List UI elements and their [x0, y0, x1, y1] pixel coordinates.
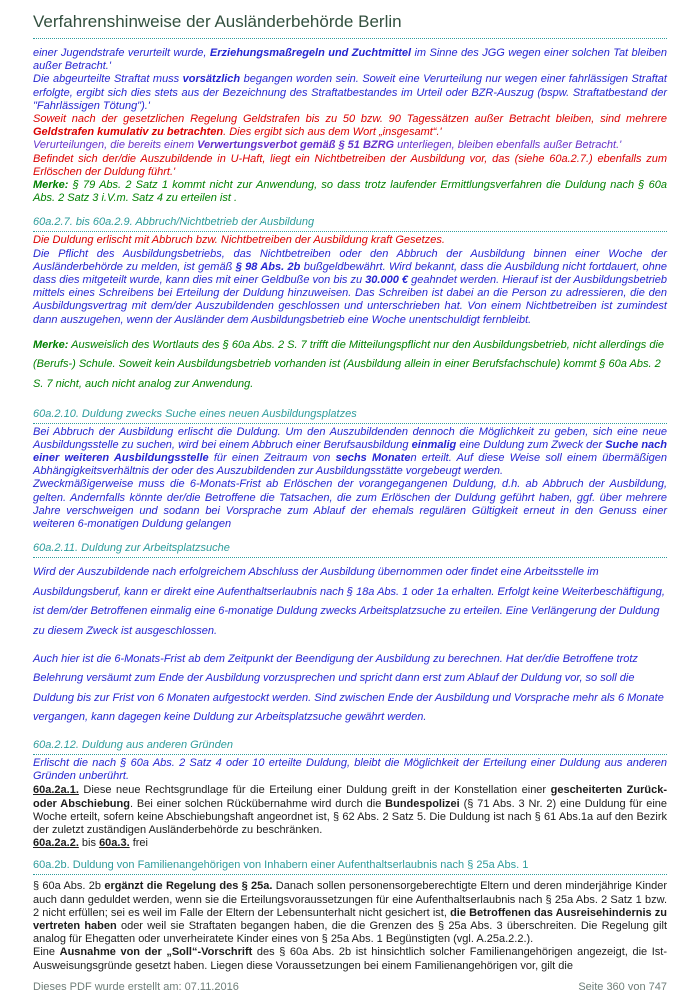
paragraph — [33, 650, 667, 728]
heading-separator — [33, 754, 667, 755]
text-run: Erlischt die nach § 60a Abs. 2 Satz 4 oder 10 erteilte Duldung, bleibt die Möglichkeit der Erteilung einer Duldung aus anderen Gründen unberührt. — [33, 757, 667, 783]
section-heading: 60a.2.10. Duldung zwecks Suche eines neuen Ausbildungsplatzes — [33, 407, 357, 420]
text-run: . Dies ergibt sich aus dem Wort „insgesamt“.' — [223, 126, 442, 139]
text-run: Die abgeurteilte Straftat muss — [33, 73, 183, 86]
text-run: Merke: — [33, 338, 69, 351]
text-run: für einen Zeitraum von — [208, 452, 336, 465]
footer-creation-date: Dieses PDF wurde erstellt am: 07.11.2016 — [33, 980, 239, 990]
text-run: Die Pflicht des Ausbildungsbetriebs, das Nichtbetreiben oder den Abbruch der Ausbildung binnen einer Woche der Ausländerbehörde zu melden, ist gemäß — [33, 247, 667, 273]
text-run: oder weil sie Straftaten begangen haben, die die Grenzen des § 25a Abs. 3 überschreiten. Die Regelung gilt analog für Ehegatten oder unverheiratete Kinder eines von § 25a Abs. 1 Begünstigten (vgl. A.25a.2.2.). — [33, 920, 667, 946]
heading-separator — [33, 557, 667, 558]
text-run: begangen worden sein. Soweit eine Verurteilung nur wegen einer fahrlässigen Straftat erfolgte, ergibt sich dies stets aus der Bezeichnung des Straftatbestandes im Urteil oder BZR-Auszug (bspw. Straftatbestand der "Fahrlässigen Tötung").' — [33, 73, 667, 112]
footer-page-number: Seite 360 von 747 — [578, 980, 667, 990]
section-heading: 60a.2.11. Duldung zur Arbeitsplatzsuche — [33, 542, 230, 555]
heading-separator — [33, 423, 667, 424]
paragraph — [33, 946, 667, 972]
text-run: § 60a Abs. 2b — [33, 880, 105, 893]
text-run: Bundespolizei — [385, 797, 460, 810]
text-run: die Betroffenen das Ausreisehindernis zu vertreten haben — [33, 906, 667, 933]
section-heading: 60a.2.7. bis 60a.2.9. Abbruch/Nichtbetrieb der Ausbildung — [33, 216, 315, 229]
paragraph — [33, 113, 667, 139]
text-run: gescheiterten Zurück- oder Abschiebung — [33, 784, 667, 810]
text-run: Zweckmäßigerweise muss die 6-Monats-Frist ab Erlöschen der vorangegangenen Duldung, d.h. ab Abbruch der Ausbildung, gelten. Andernfalls könnte der/die Betroffene die Tatsachen, die zum Erlöschen der Duldung geführt haben, ggf. über mehrere Jahre verschweigen und sodann bei Vorsprache zum Ablauf der ehemals regulären Gültigkeit erneut in den Genuss einer weiteren 6-monatigen Duldung gelangen — [33, 478, 667, 531]
paragraph — [33, 563, 667, 641]
text-run: Soweit nach der gesetzlichen Regelung Geldstrafen bis zu 50 bzw. 90 Tagessätzen außer Betracht bleiben, sind mehrere — [33, 113, 667, 126]
section-heading: 60a.2.12. Duldung aus anderen Gründen — [33, 739, 233, 752]
heading-separator — [33, 231, 667, 232]
text-run: Danach sollen personensorgeberechtigte Eltern und deren minderjährige Kinder auch dann geduldet werden, wenn sie die Erteilungsvoraussetzungen für eine Aufenthaltserlaubnis nach § 25a Abs. 2 Satz 1 bzw. 2 nicht erfüllen; sei es weil im Falle der Eltern der Lebensunterhalt nicht gesichert ist, — [33, 880, 667, 919]
text-run: Diese neue Rechtsgrundlage für die Erteilung einer Duldung greift in der Konstellation einer — [78, 784, 551, 797]
text-run: Eine — [33, 946, 60, 959]
heading-separator — [33, 874, 667, 875]
text-run: Verwertungsverbot gemäß § 51 BZRG — [197, 139, 395, 152]
paragraph — [33, 880, 667, 946]
text-run: im Sinne des JGG wegen einer solchen Tat bleiben außer Betracht.' — [33, 47, 667, 73]
text-run: (§ 71 Abs. 3 Nr. 2) eine Duldung für eine Woche erteilt, sofern keine Abschiebungshaft angeordnet ist, § 62 Abs. 2 Satz 5. Die Duldung ist nach § 61 Abs.1a auf den Bezirk der zuletzt zuständigen Ausländerbehörde zu beschränken. — [33, 797, 667, 837]
text-run: sechs Monate — [335, 452, 411, 465]
text-run: 30.000 € — [365, 274, 409, 287]
text-run: geahndet werden. Hierauf ist der Ausbildungsbetrieb mittels eines Schreibens bei Erteilung der Duldung hinzuweisen. Das Schreiben ist dabei an die Person zu adressieren, die den Ausbildungsvertrag mit dem/der Auszubildenden geschlossen und unterschrieben hat. Von einem Nichtbetreiben ist zumindest dann auszugehen, wenn der Ausländer dem Ausbildungsbetrieb eine Woche unentschuldigt fernbleibt. — [33, 274, 667, 326]
text-run: Ausweislich des Wortlauts des § 60a Abs. 2 S. 7 trifft die Mitteilungspflicht nur den Ausbildungsbetrieb, nicht allerdings die (Berufs-) Schule. Soweit kein Ausbildungsbetrieb vorhanden ist (Ausbildung allein in einer Berufsfachschule) kommt § 60a Abs. 2 S. 7 nicht, auch nicht analog zur Anwendung. — [33, 338, 665, 391]
page-title: Verfahrenshinweise der Ausländerbehörde Berlin — [33, 12, 402, 31]
text-run: Bei Abbruch der Ausbildung erlischt die Duldung. Um den Auszubildenden dennoch die Möglichkeit zu geben, sich eine neue Ausbildungsstelle zu suchen, wird bei einem Abbruch einer Berufsausbildung — [33, 425, 667, 451]
text-run: Verurteilungen, die bereits einem — [33, 139, 198, 152]
text-run: unterliegen, bleiben ebenfalls außer Betracht.' — [394, 139, 622, 152]
text-run: Befindet sich der/die Auszubildende in U-Haft, liegt ein Nichtbetreiben der Ausbildung vor, das (siehe 60a.2.7.) ebenfalls zum Erlöschen der Duldung führt.' — [33, 152, 667, 178]
text-run: . Bei einer solchen Rückübernahme wird durch die — [129, 797, 386, 810]
text-run: einmalig — [411, 438, 457, 451]
paragraph — [33, 234, 667, 247]
page-footer — [33, 973, 667, 990]
text-run: Merke: — [33, 179, 69, 192]
text-run: Ausnahme von der „Soll“-Vorschrift — [59, 946, 253, 959]
text-run: Erziehungsmaßregeln und Zuchtmittel — [209, 47, 412, 59]
text-run: bußgeldbewährt. Wird bekannt, dass die Ausbildung nicht fortdauert, ohne dass dies mitgeteilt wurde, kann dies mit einer Geldbuße von bis zu — [33, 260, 667, 287]
text-run: eine Duldung zum Zweck der — [456, 438, 606, 451]
paragraph — [33, 336, 667, 395]
paragraph — [33, 478, 667, 531]
paragraph — [33, 426, 667, 479]
paragraph — [33, 153, 667, 179]
document-body — [33, 47, 667, 973]
text-run: § 79 Abs. 2 Satz 1 kommt nicht zur Anwendung, so dass trotz laufender Ermittlungsverfahren die Duldung nach § 60a Abs. 2 Satz 3 i.V.m. Satz 4 zu erteilen ist . — [33, 179, 667, 205]
paragraph — [33, 784, 667, 837]
text-run: Die Duldung erlischt mit Abbruch bzw. Nichtbetreiben der Ausbildung kraft Gesetzes. — [33, 234, 445, 247]
paragraph — [33, 47, 667, 73]
text-run: einer Jugendstrafe verurteilt wurde, — [33, 47, 210, 59]
paragraph — [33, 757, 667, 783]
text-run: Suche nach einer weiteren Ausbildungsstelle — [33, 438, 668, 465]
text-run: Auch hier ist die 6-Monats-Frist ab dem Zeitpunkt der Beendigung der Ausbildung zu berechnen. Hat der/die Betroffene trotz Belehrung versäumt zum Ende der Ausbildung vorzusprechen und spricht dann erst zum Ablauf der Duldung vor, so soll die Duldung bis zur Frist von 6 Monaten aufgestockt werden. Sind zwischen Ende der Ausbildung und Vorsprache mehr als 6 Monate vergangen, kann dagegen keine Duldung zur Arbeitsplatzsuche gewährt werden. — [33, 652, 664, 724]
text-run: 60a.2a.1. — [33, 784, 79, 797]
paragraph — [33, 248, 667, 327]
text-run: Geldstrafen kumulativ zu betrachten — [33, 126, 224, 139]
text-run: 60a.3. — [99, 837, 130, 850]
text-run: bis — [78, 837, 100, 850]
title-separator — [33, 38, 667, 39]
paragraph — [33, 837, 667, 850]
paragraph — [33, 73, 667, 113]
text-run: 60a.2a.2. — [33, 837, 79, 850]
paragraph — [33, 179, 667, 205]
text-run: § 98 Abs. 2b — [235, 260, 301, 273]
paragraph — [33, 139, 667, 152]
text-run: n erteilt. Auf diese Weise soll einem übermäßigen Abhängigkeitsverhältnis der oder des Auszubildenden zur Ausbildungsstätte vorgebeugt werden. — [33, 452, 668, 478]
section-heading: 60a.2b. Duldung von Familienangehörigen von Inhabern einer Aufenthaltserlaubnis nach § 25a Abs. 1 — [33, 859, 529, 872]
text-run: frei — [129, 837, 148, 850]
text-run: des § 60a Abs. 2b ist hinsichtlich solcher Familienangehörigen angezeigt, die Ist- Ausweisungsgründe gesetzt haben. Liegen diese Voraussetzungen bei einem Familienangehörigen vor, gilt die — [33, 946, 667, 972]
text-run: Wird der Auszubildende nach erfolgreichem Abschluss der Ausbildung übernommen oder findet eine Arbeitsstelle im Ausbildungsberuf, kann er direkt eine Aufenthaltserlaubnis nach § 18a Abs. 1 oder 1a erhalten. Erfolgt keine Weiterbeschäftigung, ist dem/der Betroffenen einmalig eine 6-monatige Duldung zwecks Arbeitsplatzsuche zu erteilen. Eine Verlängerung der Duldung zu diesem Zweck ist ausgeschlossen. — [33, 566, 665, 638]
text-run: ergänzt die Regelung des § 25a. — [104, 880, 273, 893]
text-run: vorsätzlich — [182, 73, 241, 86]
